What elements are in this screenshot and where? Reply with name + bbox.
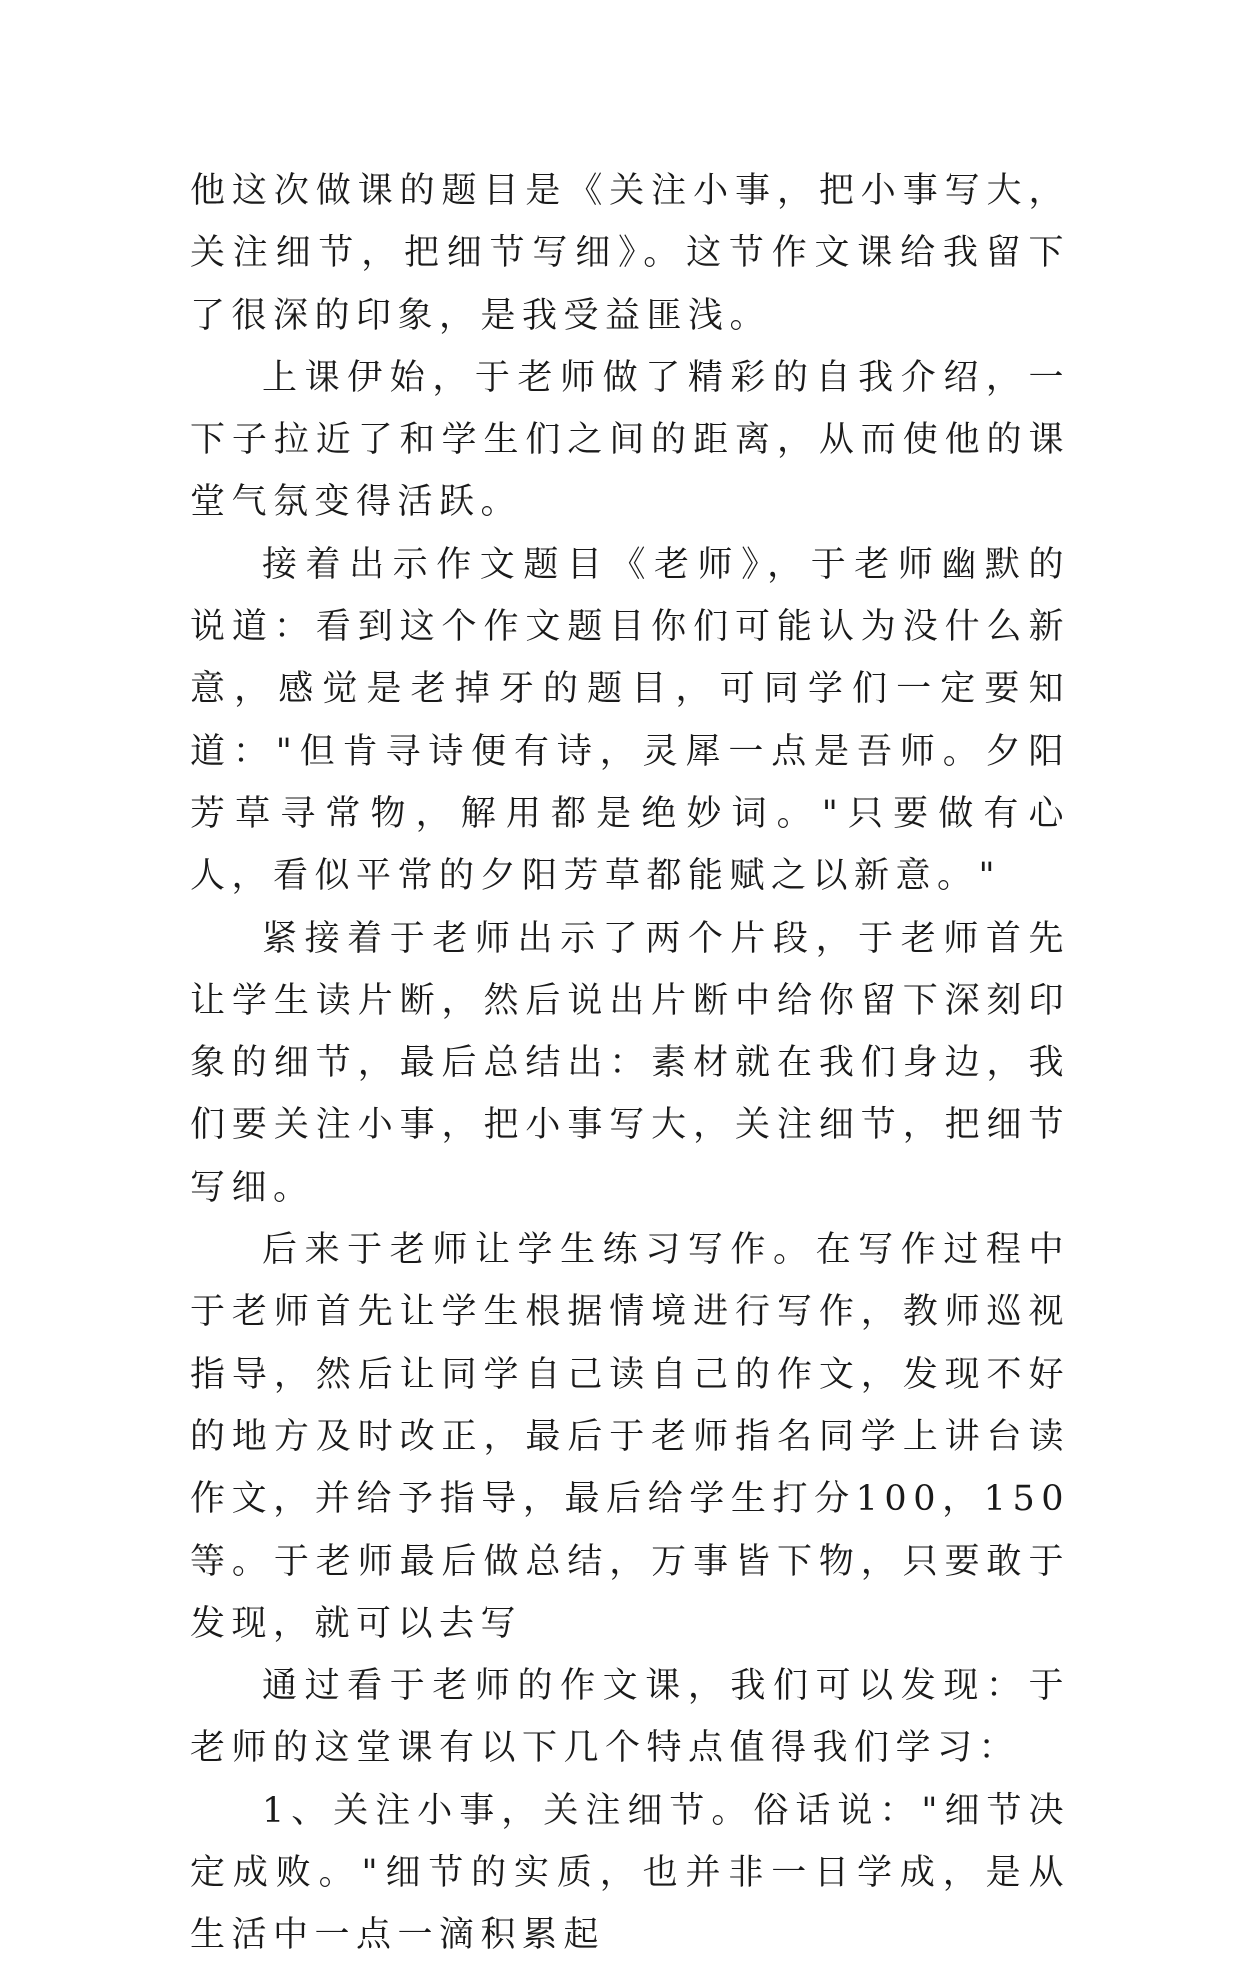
paragraph-7: 1、关注小事，关注细节。俗话说："细节决定成败。"细节的实质，也并非一日学成，是从生活中一点一滴积累起 [190, 1790, 1070, 1956]
paragraph-3: 接着出示作文题目《老师》，于老师幽默的说道：看到这个作文题目你们可能认为没什么新意，感觉是老掉牙的题目，可同学们一定要知道："但肯寻诗便有诗，灵犀一点是吾师。夕阳芳草寻常物，解用都是绝妙词。"只要做有心人，看似平常的夕阳芳草都能赋之以新意。" [190, 544, 1070, 897]
paragraph-6: 通过看于老师的作文课，我们可以发现：于老师的这堂课有以下几个特点值得我们学习： [190, 1666, 1070, 1769]
document-body [190, 160, 1070, 1967]
paragraph-2: 上课伊始，于老师做了精彩的自我介绍，一下子拉近了和学生们之间的距离，从而使他的课堂气氛变得活跃。 [190, 357, 1070, 523]
paragraph-1: 他这次做课的题目是《关注小事，把小事写大，关注细节，把细节写细》。这节作文课给我留下了很深的印象，是我受益匪浅。 [190, 171, 1070, 336]
paragraph-4: 紧接着于老师出示了两个片段，于老师首先让学生读片断，然后说出片断中给你留下深刻印象的细节，最后总结出：素材就在我们身边，我们要关注小事，把小事写大，关注细节，把细节写细。 [190, 918, 1070, 1208]
paragraph-5: 后来于老师让学生练习写作。在写作过程中于老师首先让学生根据情境进行写作，教师巡视指导，然后让同学自己读自己的作文，发现不好的地方及时改正，最后于老师指名同学上讲台读作文，并给予指导，最后给学生打分100，150等。于老师最后做总结，万事皆下物，只要敢于发现，就可以去写 [190, 1230, 1070, 1644]
